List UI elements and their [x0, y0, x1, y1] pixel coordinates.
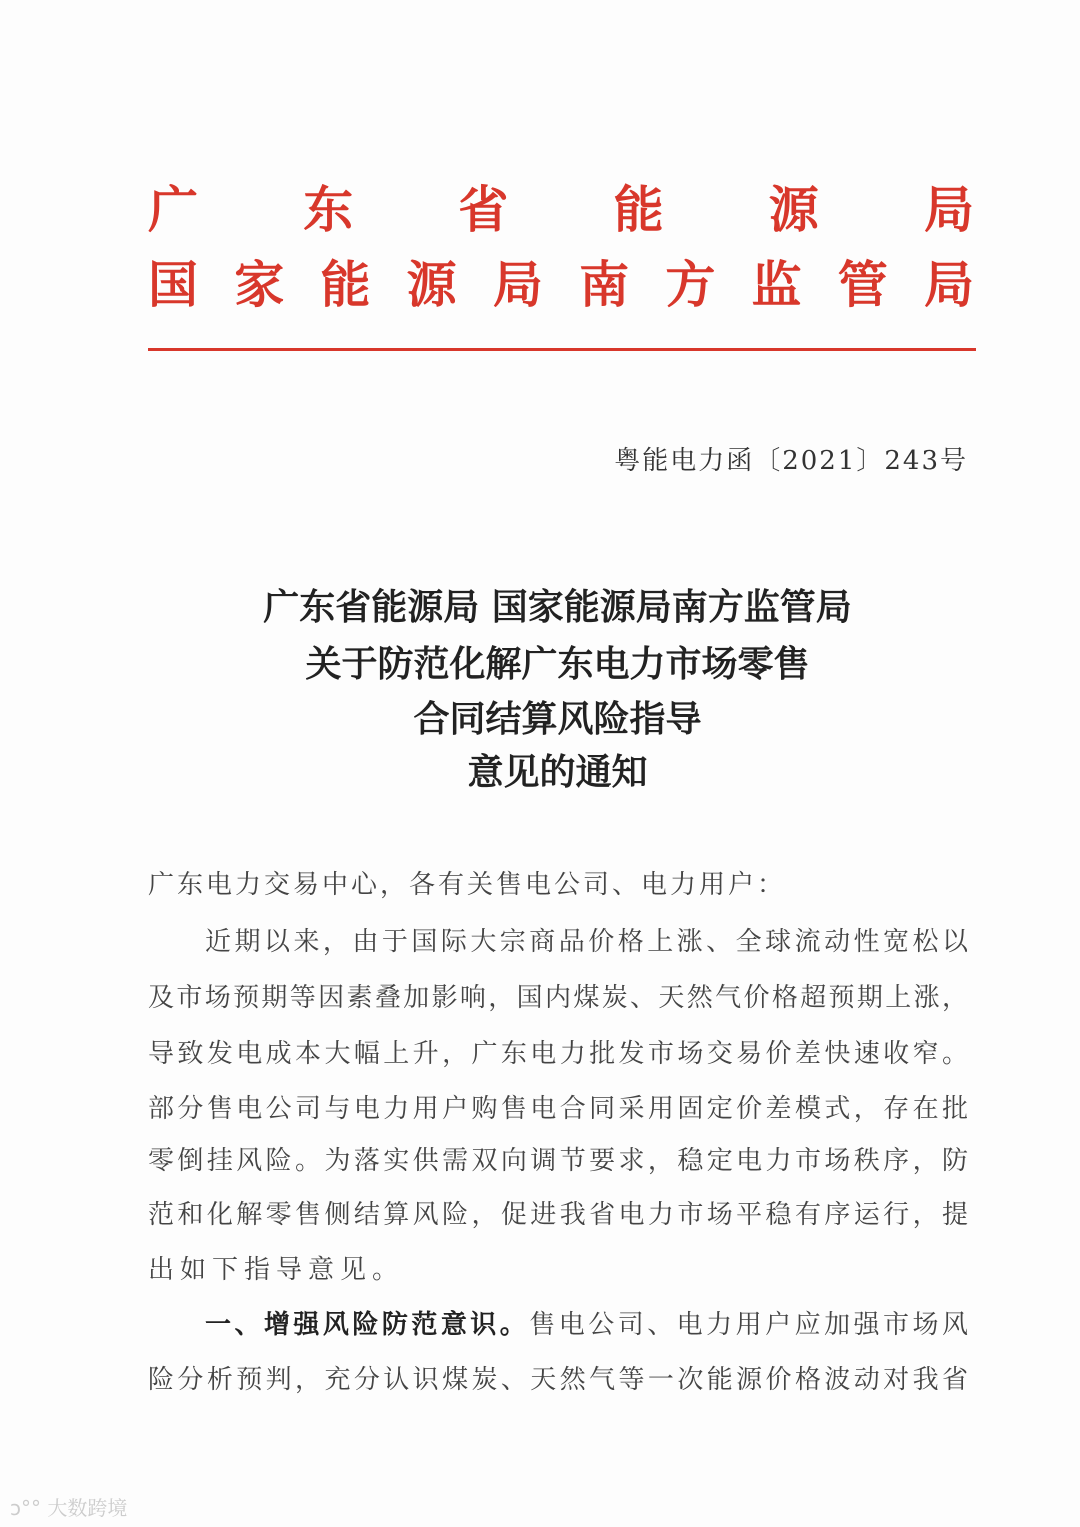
- document-number: 粤能电力函〔2021〕243号: [614, 446, 968, 476]
- body-line: 范和化解零售侧结算风险，促进我省电力市场平稳有序运行，提: [148, 1200, 968, 1230]
- body-line: 出如下指导意见。: [148, 1255, 405, 1285]
- section-1-heading: 一、增强风险防范意识。: [205, 1310, 530, 1340]
- body-line: 导致发电成本大幅上升，广东电力批发市场交易价差快速收窄。: [148, 1039, 968, 1069]
- title-line-2: 关于防范化解广东电力市场零售: [305, 644, 810, 685]
- title-line-1: 广东省能源局 国家能源局南方监管局: [263, 587, 852, 628]
- body-line: 及市场预期等因素叠加影响，国内煤炭、天然气价格超预期上涨，: [148, 983, 968, 1013]
- addressee: 广东电力交易中心，各有关售电公司、电力用户：: [148, 870, 787, 900]
- watermark-logo-icon: ↄ°°: [10, 1496, 48, 1520]
- section-1-text: 售电公司、电力用户应加强市场风: [529, 1310, 968, 1340]
- title-line-3: 合同结算风险指导: [413, 699, 702, 740]
- body-line: 部分售电公司与电力用户购售电合同采用固定价差模式，存在批: [148, 1094, 968, 1124]
- red-divider: [148, 348, 976, 351]
- title-line-4: 意见的通知: [467, 752, 648, 793]
- watermark: ↄ°° 大数跨境: [10, 1496, 128, 1520]
- body-line: 零倒挂风险。为落实供需双向调节要求，稳定电力市场秩序，防: [148, 1146, 968, 1176]
- section-1-line: [205, 1308, 968, 1342]
- body-line: 险分析预判，充分认识煤炭、天然气等一次能源价格波动对我省: [148, 1365, 968, 1395]
- issuer-line-2: 国家能源局南方监管局: [148, 255, 974, 314]
- body-line: 近期以来，由于国际大宗商品价格上涨、全球流动性宽松以: [205, 927, 968, 957]
- issuer-line-1: 广东省能源局: [148, 180, 974, 239]
